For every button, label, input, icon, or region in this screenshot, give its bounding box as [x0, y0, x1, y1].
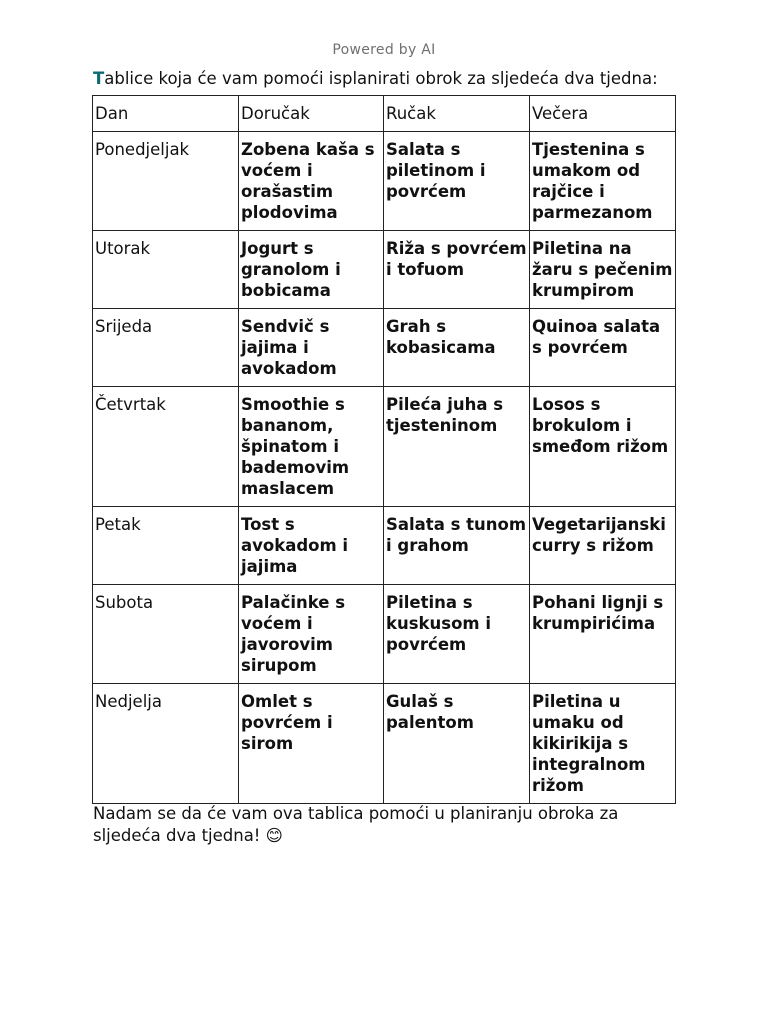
day-cell: Srijeda — [93, 309, 239, 387]
breakfast-cell: Omlet s povrćem i sirom — [239, 684, 384, 804]
dinner-cell: Vegetarijanski curry s rižom — [530, 507, 676, 585]
column-header-breakfast: Doručak — [239, 96, 384, 132]
table-row — [93, 132, 676, 231]
breakfast-cell: Sendvič s jajima i avokadom — [239, 309, 384, 387]
dinner-cell: Piletina na žaru s pečenim krumpirom — [530, 231, 676, 309]
breakfast-cell: Smoothie s bananom, špinatom i bademovim maslacem — [239, 387, 384, 507]
lunch-cell: Gulaš s palentom — [384, 684, 530, 804]
breakfast-cell: Zobena kaša s voćem i orašastim plodovima — [239, 132, 384, 231]
lunch-cell: Salata s piletinom i povrćem — [384, 132, 530, 231]
dinner-cell: Losos s brokulom i smeđom rižom — [530, 387, 676, 507]
table-header-row — [93, 96, 676, 132]
table-row — [93, 231, 676, 309]
column-header-lunch: Ručak — [384, 96, 530, 132]
table-row — [93, 387, 676, 507]
dinner-cell: Pohani lignji s krumpirićima — [530, 585, 676, 684]
dinner-cell: Tjestenina s umakom od rajčice i parmezanom — [530, 132, 676, 231]
dinner-cell: Quinoa salata s povrćem — [530, 309, 676, 387]
intro-first-letter: T — [93, 69, 105, 88]
day-cell: Utorak — [93, 231, 239, 309]
lunch-cell: Riža s povrćem i tofuom — [384, 231, 530, 309]
day-cell: Nedjelja — [93, 684, 239, 804]
column-header-dinner: Večera — [530, 96, 676, 132]
table-row — [93, 309, 676, 387]
day-cell: Petak — [93, 507, 239, 585]
day-cell: Ponedjeljak — [93, 132, 239, 231]
breakfast-cell: Jogurt s granolom i bobicama — [239, 231, 384, 309]
lunch-cell: Grah s kobasicama — [384, 309, 530, 387]
lunch-cell: Pileća juha s tjesteninom — [384, 387, 530, 507]
meal-plan-table — [92, 95, 676, 804]
column-header-day: Dan — [93, 96, 239, 132]
table-row — [93, 684, 676, 804]
breakfast-cell: Palačinke s voćem i javorovim sirupom — [239, 585, 384, 684]
table-row — [93, 507, 676, 585]
powered-by-label: Powered by AI — [332, 42, 436, 58]
intro-paragraph — [93, 68, 658, 90]
dinner-cell: Piletina u umaku od kikirikija s integralnom rižom — [530, 684, 676, 804]
day-cell: Četvrtak — [93, 387, 239, 507]
lunch-cell: Piletina s kuskusom i povrćem — [384, 585, 530, 684]
table-row — [93, 585, 676, 684]
intro-text: ablice koja će vam pomoći isplanirati obrok za sljedeća dva tjedna: — [104, 69, 658, 88]
day-cell: Subota — [93, 585, 239, 684]
breakfast-cell: Tost s avokadom i jajima — [239, 507, 384, 585]
closing-paragraph: Nadam se da će vam ova tablica pomoći u planiranju obroka za sljedeća dva tjedna! 😊 — [93, 804, 619, 845]
lunch-cell: Salata s tunom i grahom — [384, 507, 530, 585]
